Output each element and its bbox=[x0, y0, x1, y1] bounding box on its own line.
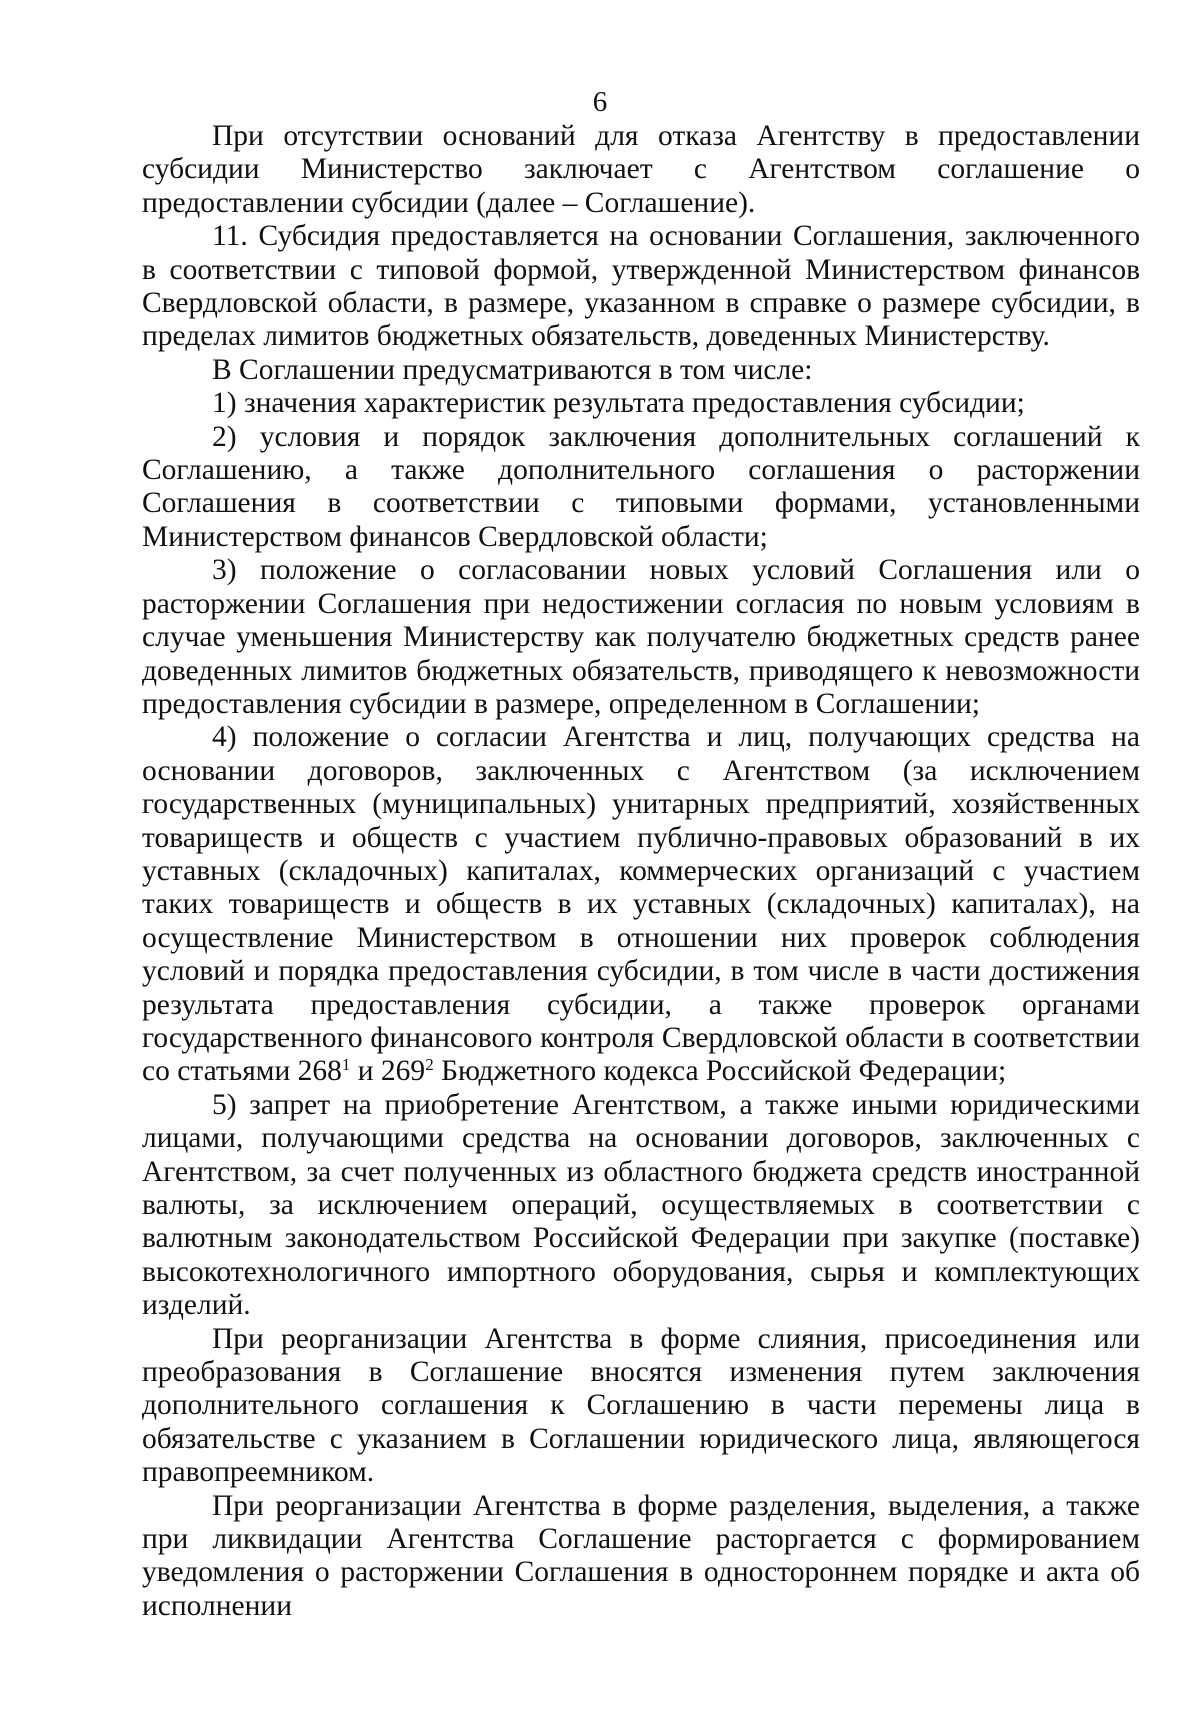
list-item-4-main: 4) положение о согласии Агентства и лиц, получающих средства на основании договоров, заключенных с Агентством (за исключением государственных (муниципальных) унитарных предприятий, хозяйственных товариществ и обществ с участием публично-правовых образований в их уставных (складочных) капиталах, коммерческих организаций с участием таких товариществ и обществ в их уставных (складочных) капиталах), на осуществление Министерством в отношении них проверок соблюдения условий и порядка предоставления субсидии, в том числе в части достижения результата предоставления субсидии, а также проверок органами государственного финансового контроля Свердловской области в соответствии со статьями 268 bbox=[142, 721, 1140, 1088]
list-item-4-mid: и 269 bbox=[350, 1055, 426, 1088]
paragraph-subsidy-agreement: При отсутствии оснований для отказа Агентству в предоставлении субсидии Министерство заключает с Агентством соглашение о предоставлении субсидии (далее – Соглашение). bbox=[142, 120, 1140, 219]
superscript-1: 1 bbox=[341, 1055, 351, 1075]
list-item-4-end: Бюджетного кодекса Российской Федерации; bbox=[433, 1055, 1007, 1088]
superscript-2: 2 bbox=[425, 1055, 434, 1075]
list-item-2: 2) условия и порядок заключения дополнительных соглашений к Соглашению, а также дополнительного соглашения о расторжении Соглашения в соответствии с типовыми формами, установленными Министерством финансов Свердловской области; bbox=[142, 420, 1140, 553]
page-number: 6 bbox=[592, 86, 608, 118]
list-item-1: 1) значения характеристик результата предоставления субсидии; bbox=[212, 387, 1025, 420]
paragraph-item-11: 11. Субсидия предоставляется на основании Соглашения, заключенного в соответствии с типовой формой, утвержденной Министерством финансов Свердловской области, в размере, указанном в справке о размере субсидии, в пределах лимитов бюджетных обязательств, доведенных Министерству. bbox=[142, 220, 1140, 353]
list-item-5: 5) запрет на приобретение Агентством, а также иными юридическими лицами, получающими средства на основании договоров, заключенных с Агентством, за счет полученных из областного бюджета средств иностранной валюты, за исключением операций, осуществляемых в соответствии с валютным законодательством Российской Федерации при закупке (поставке) высокотехнологичного импортного оборудования, сырья и комплектующих изделий. bbox=[142, 1088, 1140, 1322]
document-body bbox=[142, 120, 1140, 1623]
paragraph-agreement-provisions: В Соглашении предусматриваются в том числе: bbox=[212, 353, 813, 386]
list-item-3: 3) положение о согласовании новых условий Соглашения или о расторжении Соглашения при недостижении согласия по новым условиям в случае уменьшения Министерству как получателю бюджетных средств ранее доведенных лимитов бюджетных обязательств, приводящего к невозможности предоставления субсидии в размере, определенном в Соглашении; bbox=[142, 554, 1140, 720]
list-item-4 bbox=[142, 721, 1140, 1088]
paragraph-reorganization-merger: При реорганизации Агентства в форме слияния, присоединения или преобразования в Соглашение вносятся изменения путем заключения дополнительного соглашения к Соглашению в части перемены лица в обязательстве с указанием в Соглашении юридического лица, являющегося правопреемником. bbox=[142, 1322, 1140, 1489]
paragraph-reorganization-division: При реорганизации Агентства в форме разделения, выделения, а также при ликвидации Агентства Соглашение расторгается с формированием уведомления о расторжении Соглашения в одностороннем порядке и акта об исполнении bbox=[142, 1489, 1140, 1622]
